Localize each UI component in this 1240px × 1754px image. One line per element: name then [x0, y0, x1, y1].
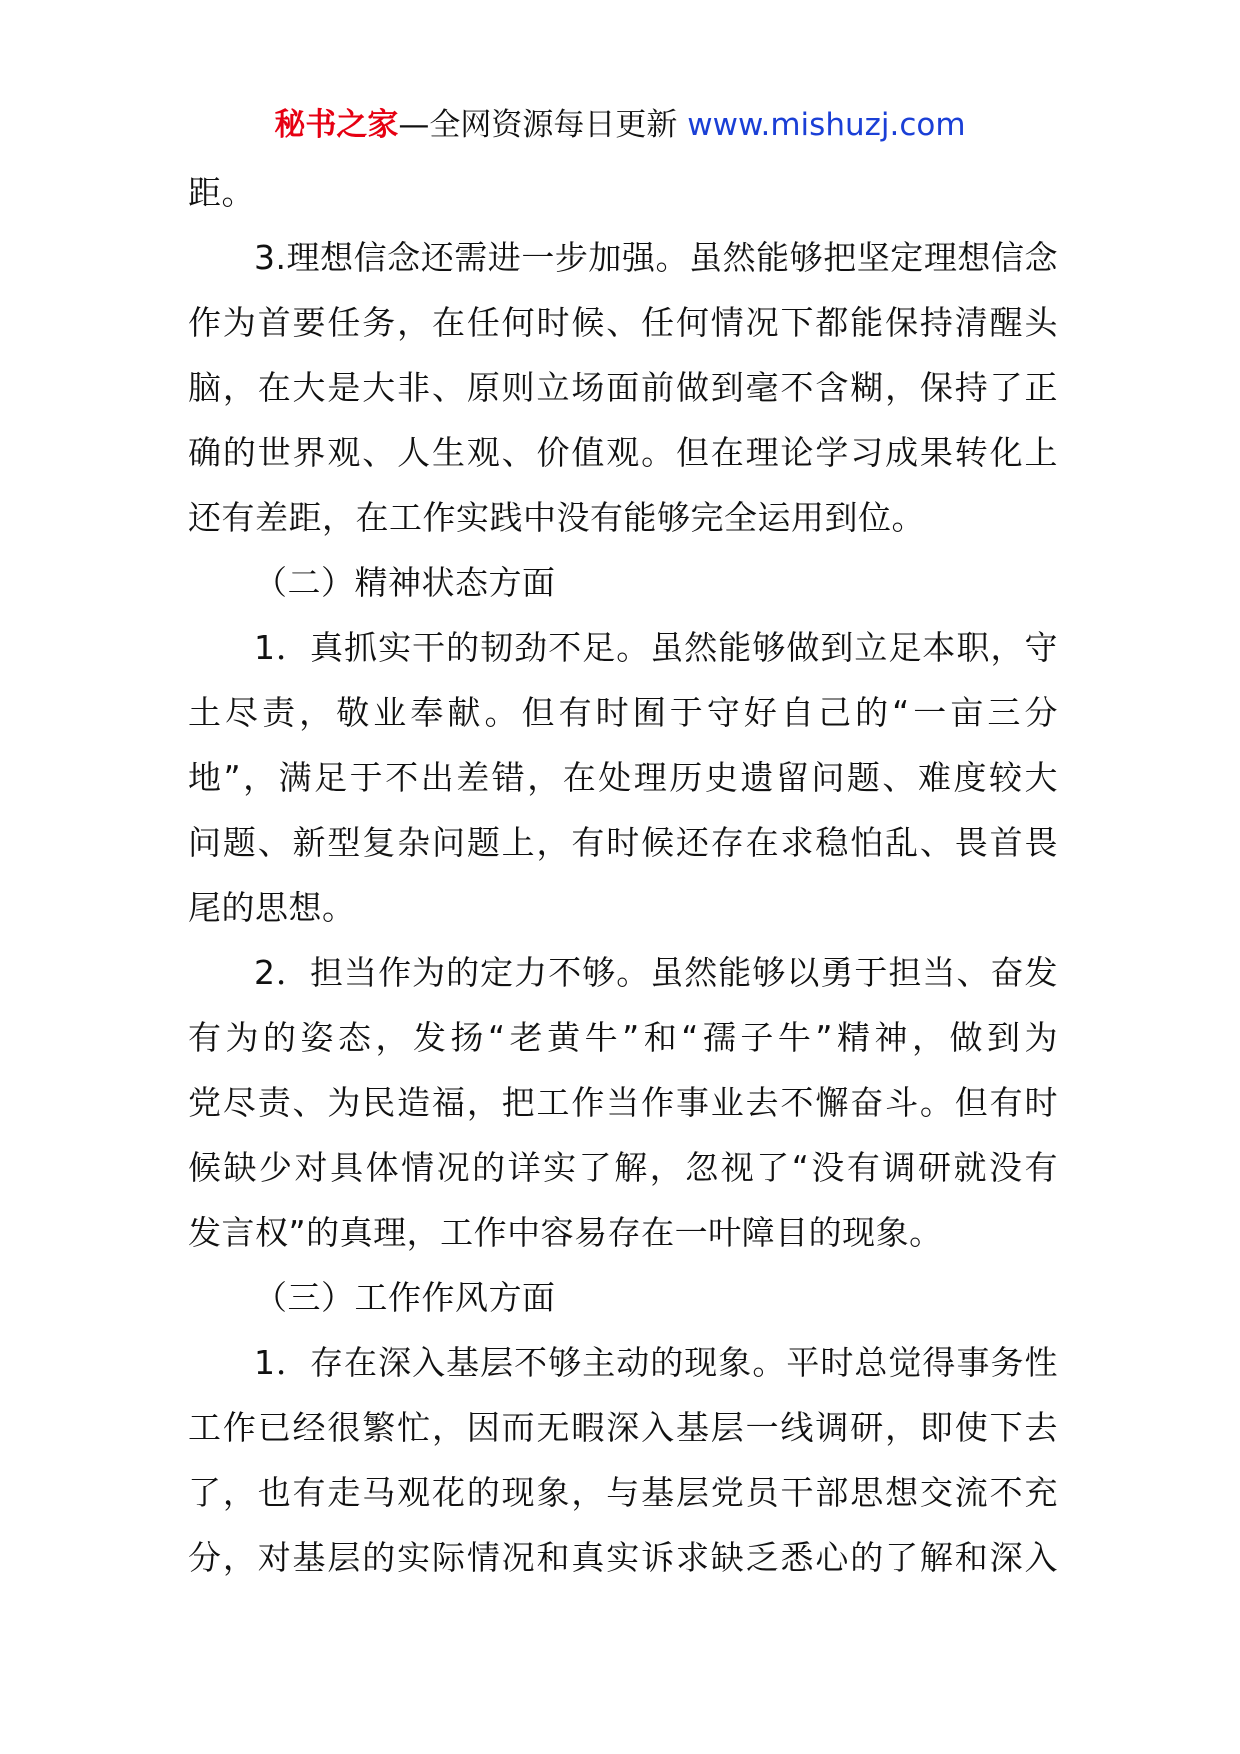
text-line: 发言权”的真理，工作中容易存在一叶障目的现象。	[188, 1213, 943, 1252]
text-line: 候缺少对具体情况的详实了解，忽视了“没有调研就没有	[188, 1148, 1058, 1187]
header-site-link[interactable]: www.mishuzj.com	[687, 107, 966, 143]
header-slogan: —全网资源每日更新	[398, 107, 688, 143]
text-line: 了，也有走马观花的现象，与基层党员干部思想交流不充	[188, 1473, 1058, 1512]
text-line: 地”，满足于不出差错，在处理历史遗留问题、难度较大	[188, 758, 1058, 797]
text-line: 尾的思想。	[188, 888, 356, 927]
text-line: 3.理想信念还需进一步加强。虽然能够把坚定理想信念	[254, 238, 1058, 277]
text-line: 还有差距，在工作实践中没有能够完全运用到位。	[188, 498, 925, 537]
document-body	[188, 160, 1058, 1590]
text-line: 有为的姿态，发扬“老黄牛”和“孺子牛”精神，做到为	[188, 1018, 1058, 1057]
text-line: 距。	[188, 173, 255, 212]
text-line: 分，对基层的实际情况和真实诉求缺乏悉心的了解和深入	[188, 1538, 1058, 1577]
text-line: 作为首要任务，在任何时候、任何情况下都能保持清醒头	[188, 303, 1058, 342]
text-line: 脑，在大是大非、原则立场面前做到毫不含糊，保持了正	[188, 368, 1058, 407]
text-line: 问题、新型复杂问题上，有时候还存在求稳怕乱、畏首畏	[188, 823, 1058, 862]
text-line: 1．存在深入基层不够主动的现象。平时总觉得事务性	[254, 1343, 1058, 1382]
text-line: 确的世界观、人生观、价值观。但在理论学习成果转化上	[188, 433, 1058, 472]
text-line: 1．真抓实干的韧劲不足。虽然能够做到立足本职，守	[254, 628, 1058, 667]
text-line: 党尽责、为民造福，把工作当作事业去不懈奋斗。但有时	[188, 1083, 1058, 1122]
text-line: （二）精神状态方面	[254, 563, 556, 602]
header-brand: 秘书之家	[274, 107, 399, 143]
page-header	[0, 98, 1240, 152]
text-line: （三）工作作风方面	[254, 1278, 556, 1317]
text-line: 工作已经很繁忙，因而无暇深入基层一线调研，即使下去	[188, 1408, 1058, 1447]
text-line: 土尽责，敬业奉献。但有时囿于守好自己的“一亩三分	[188, 693, 1058, 732]
text-line: 2．担当作为的定力不够。虽然能够以勇于担当、奋发	[254, 953, 1058, 992]
